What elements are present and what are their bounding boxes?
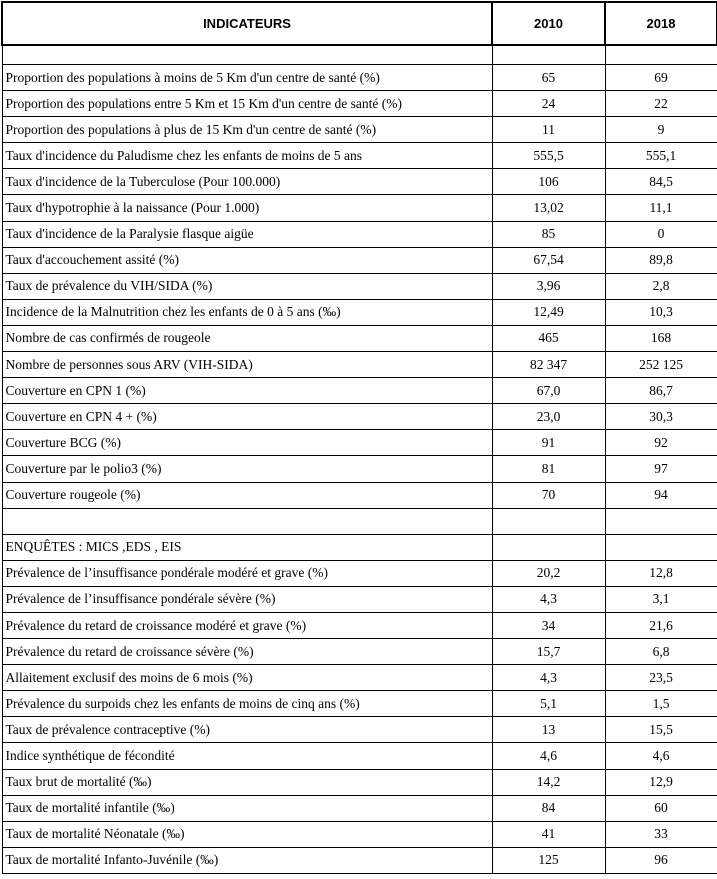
value-2010: 13 [492, 717, 605, 743]
value-2018: 96 [605, 847, 717, 873]
value-2010: 65 [492, 65, 605, 91]
indicator-label: Couverture en CPN 1 (%) [2, 378, 492, 404]
section-row [2, 534, 717, 560]
header-year-2018: 2018 [605, 2, 717, 45]
table-row [2, 221, 717, 247]
value-2018: 22 [605, 91, 717, 117]
value-2010: 23,0 [492, 404, 605, 430]
value-2018: 84,5 [605, 169, 717, 195]
table-row [2, 612, 717, 638]
indicator-label: Nombre de personnes sous ARV (VIH-SIDA) [2, 352, 492, 378]
value-2018: 6,8 [605, 639, 717, 665]
header-row [2, 2, 717, 45]
value-2010: 3,96 [492, 273, 605, 299]
table-row [2, 117, 717, 143]
value-2018: 89,8 [605, 247, 717, 273]
value-2018: 0 [605, 221, 717, 247]
indicator-label: Prévalence du retard de croissance modéré et grave (%) [2, 612, 492, 638]
value-2018: 252 125 [605, 352, 717, 378]
indicator-label: Indice synthétique de fécondité [2, 743, 492, 769]
indicator-label: Taux de prévalence du VIH/SIDA (%) [2, 273, 492, 299]
value-2010: 12,49 [492, 299, 605, 325]
value-2010: 91 [492, 430, 605, 456]
value-2010 [492, 534, 605, 560]
value-2010: 67,0 [492, 378, 605, 404]
indicator-label: Taux d'hypotrophie à la naissance (Pour 1.000) [2, 195, 492, 221]
value-2018: 23,5 [605, 665, 717, 691]
table-row [2, 195, 717, 221]
value-2010: 5,1 [492, 691, 605, 717]
table-row [2, 586, 717, 612]
value-2018: 33 [605, 821, 717, 847]
indicator-label: Couverture en CPN 4 + (%) [2, 404, 492, 430]
value-2010: 14,2 [492, 769, 605, 795]
indicator-label [2, 508, 492, 534]
table-row [2, 247, 717, 273]
value-2010: 555,5 [492, 143, 605, 169]
value-2018: 555,1 [605, 143, 717, 169]
blank-row [2, 45, 717, 65]
value-2010: 4,3 [492, 665, 605, 691]
header-year-2010: 2010 [492, 2, 605, 45]
value-2018: 1,5 [605, 691, 717, 717]
indicator-label: Taux brut de mortalité (‰) [2, 769, 492, 795]
value-2010: 11 [492, 117, 605, 143]
value-2018: 9 [605, 117, 717, 143]
value-2018: 21,6 [605, 612, 717, 638]
value-2018: 3,1 [605, 586, 717, 612]
table-row [2, 169, 717, 195]
table-row [2, 352, 717, 378]
value-2018: 15,5 [605, 717, 717, 743]
indicator-label: ENQUÊTES : MICS ,EDS , EIS [2, 534, 492, 560]
value-2010: 70 [492, 482, 605, 508]
indicator-label: Taux d'accouchement assité (%) [2, 247, 492, 273]
indicator-label: Couverture rougeole (%) [2, 482, 492, 508]
table-row [2, 456, 717, 482]
value-2010: 85 [492, 221, 605, 247]
table-row [2, 378, 717, 404]
header-indicators: INDICATEURS [2, 2, 492, 45]
indicator-label: Prévalence de l’insuffisance pondérale modéré et grave (%) [2, 560, 492, 586]
table-row [2, 795, 717, 821]
blank-row [2, 508, 717, 534]
table-row [2, 482, 717, 508]
indicator-label: Taux de mortalité Infanto-Juvénile (‰) [2, 847, 492, 873]
value-2010: 4,3 [492, 586, 605, 612]
indicator-label: Taux d'incidence du Paludisme chez les enfants de moins de 5 ans [2, 143, 492, 169]
table-row [2, 691, 717, 717]
table-row [2, 325, 717, 351]
indicator-label [2, 45, 492, 65]
value-2018: 30,3 [605, 404, 717, 430]
value-2010: 82 347 [492, 352, 605, 378]
value-2018: 69 [605, 65, 717, 91]
value-2018: 86,7 [605, 378, 717, 404]
value-2010: 24 [492, 91, 605, 117]
value-2018: 10,3 [605, 299, 717, 325]
value-2010: 41 [492, 821, 605, 847]
table-row [2, 717, 717, 743]
value-2018: 92 [605, 430, 717, 456]
value-2018: 12,9 [605, 769, 717, 795]
value-2010: 4,6 [492, 743, 605, 769]
value-2018: 94 [605, 482, 717, 508]
table-row [2, 91, 717, 117]
value-2010: 106 [492, 169, 605, 195]
indicator-label: Prévalence du surpoids chez les enfants de moins de cinq ans (%) [2, 691, 492, 717]
value-2018: 11,1 [605, 195, 717, 221]
indicator-label: Couverture BCG (%) [2, 430, 492, 456]
indicator-label: Taux d'incidence de la Tuberculose (Pour 100.000) [2, 169, 492, 195]
indicator-label: Proportion des populations à plus de 15 Km d'un centre de santé (%) [2, 117, 492, 143]
table-row [2, 665, 717, 691]
value-2018: 12,8 [605, 560, 717, 586]
table-row [2, 560, 717, 586]
indicator-label: Taux d'incidence de la Paralysie flasque aigüe [2, 221, 492, 247]
value-2010: 67,54 [492, 247, 605, 273]
value-2018 [605, 508, 717, 534]
indicator-label: Proportion des populations à moins de 5 Km d'un centre de santé (%) [2, 65, 492, 91]
indicator-label: Incidence de la Malnutrition chez les enfants de 0 à 5 ans (‰) [2, 299, 492, 325]
indicator-label: Taux de mortalité Néonatale (‰) [2, 821, 492, 847]
value-2010: 81 [492, 456, 605, 482]
table-row [2, 299, 717, 325]
table-row [2, 404, 717, 430]
value-2010: 465 [492, 325, 605, 351]
table-row [2, 65, 717, 91]
indicator-label: Prévalence de l’insuffisance pondérale sévère (%) [2, 586, 492, 612]
value-2018: 4,6 [605, 743, 717, 769]
table-row [2, 847, 717, 873]
value-2010: 13,02 [492, 195, 605, 221]
value-2010: 34 [492, 612, 605, 638]
value-2018 [605, 45, 717, 65]
table-body [2, 45, 717, 873]
table-row [2, 769, 717, 795]
value-2018 [605, 534, 717, 560]
table-row [2, 821, 717, 847]
table-row [2, 430, 717, 456]
indicators-table [1, 1, 717, 874]
indicator-label: Couverture par le polio3 (%) [2, 456, 492, 482]
table-header [2, 2, 717, 45]
table-row [2, 273, 717, 299]
value-2018: 60 [605, 795, 717, 821]
value-2018: 2,8 [605, 273, 717, 299]
indicator-label: Taux de mortalité infantile (‰) [2, 795, 492, 821]
table-row [2, 639, 717, 665]
indicator-label: Taux de prévalence contraceptive (%) [2, 717, 492, 743]
indicator-label: Allaitement exclusif des moins de 6 mois (%) [2, 665, 492, 691]
value-2010 [492, 508, 605, 534]
value-2018: 97 [605, 456, 717, 482]
value-2010: 15,7 [492, 639, 605, 665]
value-2010 [492, 45, 605, 65]
value-2010: 20,2 [492, 560, 605, 586]
indicator-label: Proportion des populations entre 5 Km et 15 Km d'un centre de santé (%) [2, 91, 492, 117]
value-2018: 168 [605, 325, 717, 351]
indicator-label: Prévalence du retard de croissance sévère (%) [2, 639, 492, 665]
value-2010: 125 [492, 847, 605, 873]
table-row [2, 143, 717, 169]
value-2010: 84 [492, 795, 605, 821]
indicator-label: Nombre de cas confirmés de rougeole [2, 325, 492, 351]
table-row [2, 743, 717, 769]
